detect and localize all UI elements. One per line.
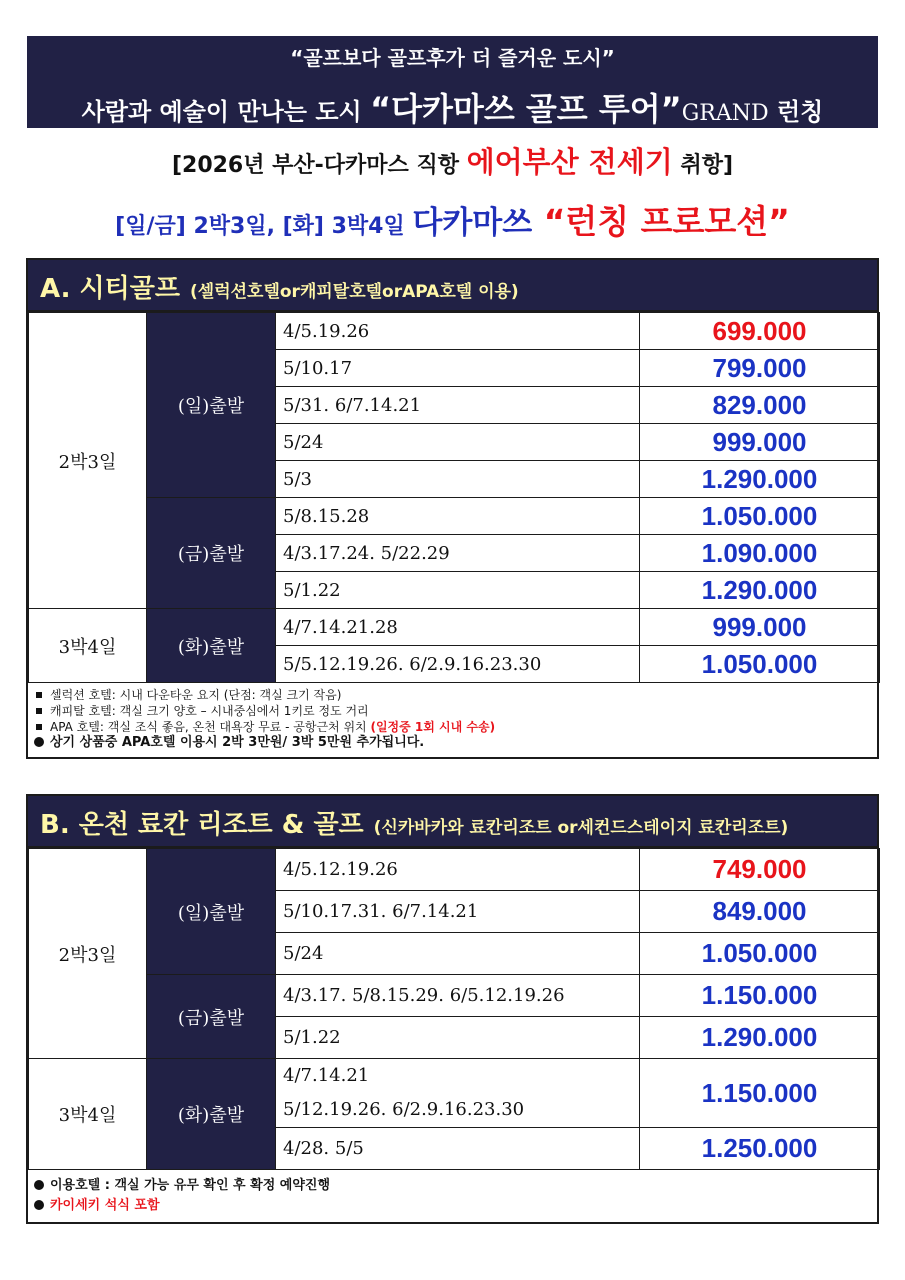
price-cell: 1.050.000 — [640, 498, 880, 535]
bullet-circle-icon — [34, 1180, 44, 1190]
note-item — [34, 1196, 871, 1216]
price-cell: 1.150.000 — [640, 1059, 880, 1128]
note-item — [34, 1176, 871, 1196]
price-cell: 849.000 — [640, 891, 880, 933]
date-cell: 5/24 — [276, 424, 640, 461]
section-a-header — [28, 260, 877, 312]
note-item — [34, 687, 871, 703]
price-cell: 999.000 — [640, 609, 880, 646]
banner-headline-pre: 사람과 예술이 만나는 도시 — [81, 98, 371, 126]
duration-cell: 3박4일 — [29, 609, 147, 683]
price-cell: 999.000 — [640, 424, 880, 461]
banner-grand: GRAND — [681, 101, 769, 126]
date-cell: 5/3 — [276, 461, 640, 498]
departure-cell: (일)출발 — [147, 313, 276, 498]
bullet-circle-icon — [34, 737, 44, 747]
bullet-square-icon — [36, 724, 42, 730]
price-cell: 1.050.000 — [640, 933, 880, 975]
section-b-title-wrap — [40, 804, 788, 841]
duration-cell: 2박3일 — [29, 313, 147, 609]
banner-headline-main: “다카마쓰 골프 투어” — [370, 90, 682, 128]
date-cell: 5/1.22 — [276, 572, 640, 609]
price-cell: 829.000 — [640, 387, 880, 424]
table-row — [29, 498, 880, 535]
table-row — [29, 1059, 880, 1128]
note-item — [34, 735, 871, 751]
flight-subtitle-pre: [2026년 부산-다카마스 직항 — [171, 153, 467, 178]
price-cell: 699.000 — [640, 313, 880, 350]
date-cell: 4/5.12.19.26 — [276, 849, 640, 891]
promo-subtitle-city: 다카마쓰 — [412, 205, 533, 241]
flight-subtitle-post: 취항] — [672, 153, 734, 178]
table-row — [29, 609, 880, 646]
date-cell: 4/3.17.24. 5/22.29 — [276, 535, 640, 572]
note-item — [34, 703, 871, 719]
table-row — [29, 313, 880, 350]
date-cell: 5/8.15.28 — [276, 498, 640, 535]
price-cell: 1.290.000 — [640, 1017, 880, 1059]
section-b-notes — [28, 1170, 877, 1222]
section-a-hotels: (셀럭션호텔or캐피탈호텔orAPA호텔 이용) — [190, 282, 519, 302]
section-a-title: A. 시티골프 — [40, 274, 180, 304]
section-a-notes — [28, 683, 877, 757]
section-b-hotels: (신카바카와 료칸리조트 or세컨드스테이지 료칸리조트) — [373, 818, 789, 838]
duration-cell: 2박3일 — [29, 849, 147, 1059]
date-cell: 5/10.17.31. 6/7.14.21 — [276, 891, 640, 933]
price-cell: 1.150.000 — [640, 975, 880, 1017]
note-text: APA 호텔: 객실 조식 좋음, 온천 대욕장 무료 - 공항근처 위치 — [50, 720, 371, 734]
bullet-circle-icon — [34, 1200, 44, 1210]
table-row — [29, 849, 880, 891]
section-ryokan-golf — [26, 794, 879, 1224]
section-b-header — [28, 796, 877, 848]
table-row — [29, 975, 880, 1017]
note-text: 캐피탈 호텔: 객실 크기 양호 – 시내중심에서 1키로 정도 거리 — [50, 704, 369, 718]
departure-cell: (화)출발 — [147, 1059, 276, 1170]
price-cell: 799.000 — [640, 350, 880, 387]
price-cell: 1.250.000 — [640, 1128, 880, 1170]
section-b-price-table — [28, 848, 880, 1170]
departure-cell: (금)출발 — [147, 975, 276, 1059]
price-cell: 1.090.000 — [640, 535, 880, 572]
note-highlight: (일정중 1회 시내 수송) — [370, 720, 496, 734]
flight-subtitle-charter: 에어부산 전세기 — [466, 145, 673, 179]
flight-subtitle — [0, 140, 905, 181]
note-text: 카이세키 석식 포함 — [50, 1198, 160, 1213]
bullet-square-icon — [36, 708, 42, 714]
note-text: 상기 상품중 APA호텔 이용시 2박 3만원/ 3박 5만원 추가됩니다. — [50, 735, 425, 750]
promo-subtitle-launch: “런칭 프로모션” — [532, 202, 790, 241]
section-city-golf — [26, 258, 879, 759]
departure-cell: (화)출발 — [147, 609, 276, 683]
note-text: 셀럭션 호텔: 시내 다운타운 요지 (단점: 객실 크기 작음) — [50, 688, 342, 702]
price-cell: 1.290.000 — [640, 572, 880, 609]
banner-tagline: “골프보다 골프후가 더 즐거운 도시” — [290, 46, 615, 70]
duration-cell: 3박4일 — [29, 1059, 147, 1170]
date-cell: 4/3.17. 5/8.15.29. 6/5.12.19.26 — [276, 975, 640, 1017]
date-line: 5/12.19.26. 6/2.9.16.23.30 — [283, 1099, 525, 1120]
date-cell: 4/28. 5/5 — [276, 1128, 640, 1170]
note-text: 이용호텔 : 객실 가능 유무 확인 후 확정 예약진행 — [50, 1178, 331, 1193]
date-cell: 5/10.17 — [276, 350, 640, 387]
bullet-square-icon — [36, 692, 42, 698]
price-cell: 1.290.000 — [640, 461, 880, 498]
date-cell: 5/5.12.19.26. 6/2.9.16.23.30 — [276, 646, 640, 683]
date-cell: 4/5.19.26 — [276, 313, 640, 350]
banner-headline — [27, 84, 878, 130]
price-cell: 749.000 — [640, 849, 880, 891]
date-cell: 5/31. 6/7.14.21 — [276, 387, 640, 424]
section-a-title-wrap — [40, 268, 519, 305]
departure-cell: (금)출발 — [147, 498, 276, 609]
date-cell: 5/24 — [276, 933, 640, 975]
section-a-price-table — [28, 312, 880, 683]
note-item — [34, 719, 871, 735]
price-cell: 1.050.000 — [640, 646, 880, 683]
date-line: 4/7.14.21 — [283, 1065, 370, 1086]
promo-subtitle — [0, 196, 905, 243]
date-cell — [276, 1059, 640, 1128]
title-banner — [27, 36, 878, 128]
promo-subtitle-pre: [일/금] 2박3일, [화] 3박4일 — [115, 214, 413, 239]
departure-cell: (일)출발 — [147, 849, 276, 975]
date-cell: 5/1.22 — [276, 1017, 640, 1059]
date-cell: 4/7.14.21.28 — [276, 609, 640, 646]
banner-headline-post: 런칭 — [768, 98, 824, 126]
section-b-title: B. 온천 료칸 리조트 & 골프 — [40, 810, 364, 840]
